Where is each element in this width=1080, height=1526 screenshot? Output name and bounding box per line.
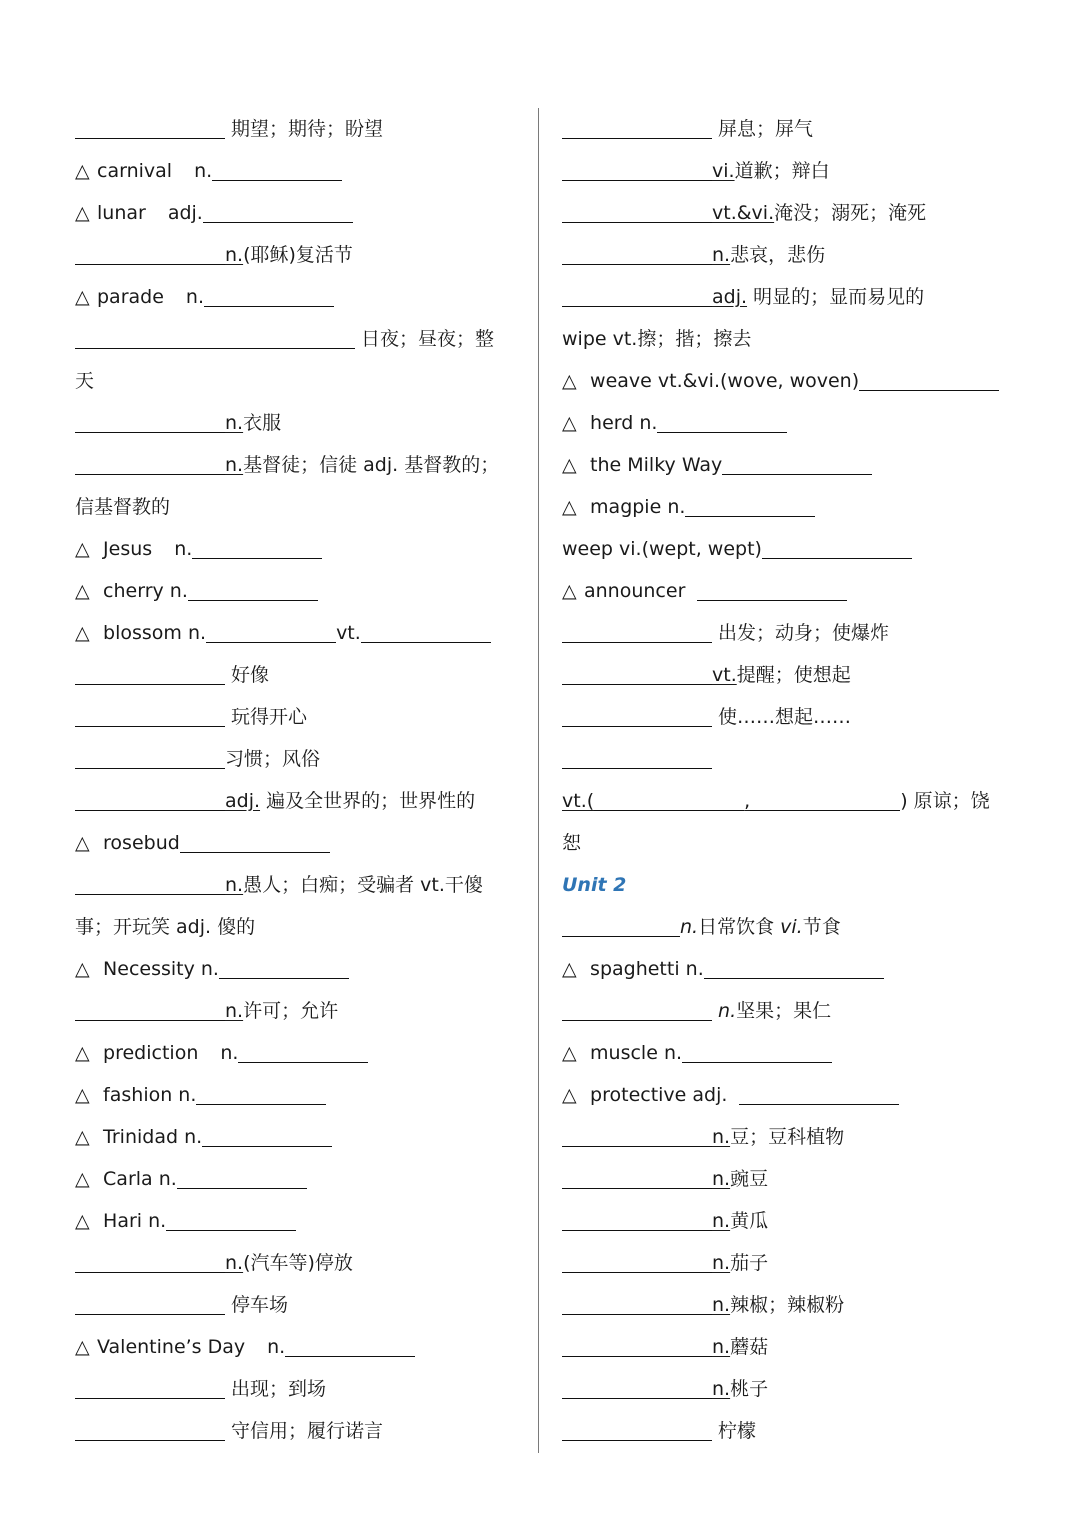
answer-blank[interactable]	[750, 784, 900, 811]
vocab-line	[562, 360, 1012, 402]
definition-text: 坚果；果仁	[736, 1000, 832, 1022]
definition-text: 日夜；昼夜；整	[355, 328, 495, 350]
pos-label: vt.&vi.	[712, 202, 775, 224]
answer-blank[interactable]	[75, 1246, 225, 1273]
definition-text: 好像	[225, 664, 270, 686]
definition-text: 习惯；风俗	[225, 748, 321, 770]
answer-blank[interactable]	[704, 952, 884, 979]
answer-blank[interactable]	[594, 784, 744, 811]
line-text: weep vi.(wept, wept)	[562, 538, 762, 560]
vocab-line	[562, 192, 1012, 234]
triangle-mark: △	[75, 958, 90, 980]
answer-blank[interactable]	[562, 154, 712, 181]
definition-text: 期望；期待；盼望	[225, 118, 384, 140]
vocab-line	[75, 1368, 525, 1410]
triangle-mark: △	[75, 832, 90, 854]
vocab-line	[75, 864, 525, 906]
pos-label: adj.	[167, 202, 203, 224]
vocab-line	[75, 402, 525, 444]
definition-text: ) 原谅；饶	[900, 790, 990, 812]
pos-label: n.	[174, 538, 193, 560]
pos-label: n.	[225, 412, 244, 434]
triangle-mark: △	[75, 1126, 90, 1148]
pos-label: n.	[712, 1252, 731, 1274]
vocab-line	[562, 1410, 1012, 1452]
definition-text: 屏息；屏气	[712, 118, 814, 140]
vocab-line	[562, 486, 1012, 528]
triangle-mark: △	[75, 1336, 90, 1358]
triangle-mark: △	[562, 1084, 577, 1106]
answer-blank[interactable]	[196, 1078, 326, 1105]
vocab-line	[75, 990, 525, 1032]
vocab-line	[75, 948, 525, 990]
answer-blank[interactable]	[219, 952, 349, 979]
triangle-mark: △	[75, 1042, 90, 1064]
pos-label: n.	[712, 1336, 731, 1358]
vocab-line	[562, 402, 1012, 444]
answer-blank[interactable]	[562, 1162, 712, 1189]
definition-text: (耶稣)复活节	[243, 244, 353, 266]
answer-blank[interactable]	[762, 532, 912, 559]
answer-blank[interactable]	[657, 406, 787, 433]
answer-blank[interactable]	[562, 196, 712, 223]
answer-blank[interactable]	[361, 616, 491, 643]
pos-label: n.	[185, 286, 205, 308]
vocab-line	[562, 318, 1012, 360]
definition-text: 茄子	[730, 1252, 769, 1274]
answer-blank[interactable]	[562, 1330, 712, 1357]
definition-text: 道歉；辩白	[734, 160, 830, 182]
pos-label: vi.	[780, 916, 803, 938]
pos-label: n.	[712, 1126, 731, 1148]
left-column	[75, 108, 525, 1452]
definition-text: 柠檬	[712, 1420, 757, 1442]
answer-blank[interactable]	[75, 658, 225, 685]
definition-text: 出现；到场	[225, 1378, 327, 1400]
vocab-line	[562, 150, 1012, 192]
answer-blank[interactable]	[203, 196, 353, 223]
vocab-line	[562, 528, 1012, 570]
answer-blank[interactable]	[562, 112, 712, 139]
answer-blank[interactable]	[238, 1036, 368, 1063]
answer-blank[interactable]	[562, 658, 712, 685]
pos-label: n.	[712, 244, 731, 266]
answer-blank[interactable]	[562, 700, 712, 727]
vocab-line	[75, 696, 525, 738]
answer-blank[interactable]	[75, 448, 225, 475]
vocab-line	[75, 654, 525, 696]
answer-blank[interactable]	[859, 364, 999, 391]
definition-text: 使……想起……	[712, 706, 852, 728]
triangle-mark: △	[75, 622, 90, 644]
headword: protective adj.	[584, 1084, 728, 1106]
unit-heading: Unit 2	[562, 874, 627, 896]
right-column	[562, 108, 1012, 1452]
vocab-line	[562, 1158, 1012, 1200]
definition-text: 基督徒；信徒 adj. 基督教的；	[243, 454, 500, 476]
line-text: 事；开玩笑 adj. 傻的	[75, 916, 256, 938]
answer-blank[interactable]	[206, 616, 336, 643]
vocab-line	[562, 864, 1012, 906]
answer-blank[interactable]	[562, 1120, 712, 1147]
definition-text: 豌豆	[730, 1168, 769, 1190]
triangle-mark: △	[75, 160, 90, 182]
headword: Hari n.	[97, 1210, 167, 1232]
answer-blank[interactable]	[75, 406, 225, 433]
answer-blank[interactable]	[562, 1246, 712, 1273]
vocab-line	[75, 1242, 525, 1284]
answer-blank[interactable]	[75, 742, 225, 769]
answer-blank[interactable]	[562, 280, 712, 307]
headword: Jesus	[97, 538, 153, 560]
vocab-line	[75, 234, 525, 276]
answer-blank[interactable]	[75, 784, 225, 811]
definition-text: 节食	[802, 916, 841, 938]
vocab-line	[75, 612, 525, 654]
headword: muscle n.	[584, 1042, 683, 1064]
answer-blank[interactable]	[739, 1078, 899, 1105]
answer-blank[interactable]	[75, 868, 225, 895]
headword: blossom n.	[97, 622, 207, 644]
vocab-line	[75, 1326, 525, 1368]
headword: weave vt.&vi.(wove, woven)	[584, 370, 860, 392]
headword: prediction	[97, 1042, 199, 1064]
answer-blank[interactable]	[75, 112, 225, 139]
headword: Trinidad n.	[97, 1126, 203, 1148]
pos-label: adj.	[712, 286, 748, 308]
vocab-line	[75, 1032, 525, 1074]
answer-blank[interactable]	[562, 238, 712, 265]
answer-blank[interactable]	[204, 280, 334, 307]
answer-blank[interactable]	[202, 1120, 332, 1147]
vocab-line	[562, 234, 1012, 276]
vocab-line	[562, 696, 1012, 738]
vocab-line	[562, 1284, 1012, 1326]
definition-text: (汽车等)停放	[243, 1252, 353, 1274]
pos-label: adj.	[225, 790, 261, 812]
vocab-line	[75, 318, 525, 360]
headword: fashion n.	[97, 1084, 197, 1106]
definition-text: 提醒；使想起	[736, 664, 851, 686]
headword: rosebud	[97, 832, 180, 854]
answer-blank[interactable]	[562, 1414, 712, 1441]
pos-label: vt.	[336, 622, 361, 644]
headword: cherry n.	[97, 580, 188, 602]
vocab-line	[75, 906, 525, 948]
pos-label: n.	[194, 160, 213, 182]
answer-blank[interactable]	[285, 1330, 415, 1357]
vocab-line	[562, 906, 1012, 948]
vocab-line	[75, 276, 525, 318]
pos-label: n.	[225, 874, 244, 896]
pos-label: n.	[225, 1252, 244, 1274]
vocab-line	[75, 192, 525, 234]
headword: lunar	[97, 202, 146, 224]
pos-label: n.	[225, 1000, 244, 1022]
headword: the Milky Way	[584, 454, 723, 476]
vocab-line	[562, 1032, 1012, 1074]
answer-blank[interactable]	[177, 1162, 307, 1189]
headword: carnival	[97, 160, 173, 182]
triangle-mark: △	[75, 286, 90, 308]
pos-label: n.	[225, 244, 244, 266]
answer-blank[interactable]	[697, 574, 847, 601]
headword: parade	[97, 286, 164, 308]
pos-label: n.	[712, 1000, 737, 1022]
triangle-mark: △	[562, 496, 577, 518]
line-text: 天	[75, 370, 95, 392]
headword: spaghetti n.	[584, 958, 704, 980]
vocab-line	[75, 738, 525, 780]
answer-blank[interactable]	[562, 1204, 712, 1231]
triangle-mark: △	[562, 1042, 577, 1064]
definition-text: 辣椒；辣椒粉	[730, 1294, 845, 1316]
answer-blank[interactable]	[166, 1204, 296, 1231]
answer-blank[interactable]	[188, 574, 318, 601]
vocab-line	[75, 780, 525, 822]
triangle-mark: △	[562, 580, 577, 602]
definition-text: 悲哀，悲伤	[730, 244, 826, 266]
definition-text: 豆；豆科植物	[730, 1126, 845, 1148]
answer-blank[interactable]	[75, 700, 225, 727]
triangle-mark: △	[75, 580, 90, 602]
answer-blank[interactable]	[75, 238, 225, 265]
answer-blank[interactable]	[562, 616, 712, 643]
answer-blank[interactable]	[212, 154, 342, 181]
vocab-line	[562, 1242, 1012, 1284]
pos-label: vt.(	[562, 790, 595, 812]
headword: Necessity n.	[97, 958, 219, 980]
triangle-mark: △	[75, 538, 90, 560]
vocab-line	[562, 654, 1012, 696]
vocab-line	[562, 822, 1012, 864]
vocab-line	[562, 444, 1012, 486]
vocab-line	[562, 612, 1012, 654]
vocab-line	[562, 1074, 1012, 1116]
vocab-line	[562, 108, 1012, 150]
definition-text: 明显的；显而易见的	[747, 286, 925, 308]
vocab-line	[562, 1326, 1012, 1368]
vocab-line	[562, 570, 1012, 612]
answer-blank[interactable]	[75, 322, 355, 349]
vocab-line	[562, 276, 1012, 318]
column-divider	[538, 108, 539, 1453]
answer-blank[interactable]	[722, 448, 872, 475]
vocab-line	[562, 738, 1012, 780]
vocab-line	[562, 1116, 1012, 1158]
triangle-mark: △	[75, 1084, 90, 1106]
pos-label: n.	[712, 1294, 731, 1316]
triangle-mark: △	[562, 958, 577, 980]
pos-label: vt.	[712, 664, 737, 686]
definition-text: 黄瓜	[730, 1210, 769, 1232]
answer-blank[interactable]	[75, 1414, 225, 1441]
pos-label: n.	[712, 1378, 731, 1400]
definition-text: 衣服	[243, 412, 282, 434]
vocab-line	[75, 570, 525, 612]
line-text: 恕	[562, 832, 582, 854]
headword: Valentine’s Day	[97, 1336, 246, 1358]
vocab-line	[75, 486, 525, 528]
headword: Carla n.	[97, 1168, 177, 1190]
pos-label: vi.	[712, 160, 735, 182]
definition-text: 蘑菇	[730, 1336, 769, 1358]
vocab-line	[562, 1368, 1012, 1410]
vocab-line	[75, 1074, 525, 1116]
vocab-line	[75, 1158, 525, 1200]
pos-label: n.	[712, 1168, 731, 1190]
answer-blank[interactable]	[562, 994, 712, 1021]
definition-text: 停车场	[225, 1294, 289, 1316]
answer-blank[interactable]	[192, 532, 322, 559]
answer-blank[interactable]	[562, 910, 680, 937]
line-text: 信基督教的	[75, 496, 171, 518]
answer-blank[interactable]	[75, 1372, 225, 1399]
vocab-line	[562, 948, 1012, 990]
headword: herd n.	[584, 412, 658, 434]
punct: ,	[744, 790, 751, 812]
answer-blank[interactable]	[180, 826, 330, 853]
definition-text: 淹没；溺死；淹死	[774, 202, 927, 224]
vocab-line	[75, 1284, 525, 1326]
vocab-line	[562, 1200, 1012, 1242]
answer-blank[interactable]	[75, 1288, 225, 1315]
triangle-mark: △	[75, 1168, 90, 1190]
answer-blank[interactable]	[682, 1036, 832, 1063]
answer-blank[interactable]	[685, 490, 815, 517]
pos-label: n.	[267, 1336, 286, 1358]
triangle-mark: △	[562, 454, 577, 476]
vocab-line	[75, 822, 525, 864]
headword: announcer	[584, 580, 686, 602]
triangle-mark: △	[75, 1210, 90, 1232]
vocab-line	[75, 108, 525, 150]
vocab-line	[75, 1116, 525, 1158]
pos-label: n.	[220, 1042, 239, 1064]
vocab-line	[562, 990, 1012, 1032]
answer-blank[interactable]	[562, 1372, 712, 1399]
line-text: wipe vt.擦；揩；擦去	[562, 328, 752, 350]
definition-text: 愚人；白痴；受骗者 vt.干傻	[243, 874, 483, 896]
headword: magpie n.	[584, 496, 686, 518]
vocab-line	[562, 780, 1012, 822]
vocab-line	[75, 444, 525, 486]
definition-text: 桃子	[730, 1378, 769, 1400]
definition-text: 日常饮食	[698, 916, 781, 938]
vocab-line	[75, 360, 525, 402]
vocab-line	[75, 150, 525, 192]
pos-label: n.	[680, 916, 699, 938]
triangle-mark: △	[562, 412, 577, 434]
pos-label: n.	[712, 1210, 731, 1232]
pos-label: n.	[225, 454, 244, 476]
answer-blank[interactable]	[75, 994, 225, 1021]
definition-text: 守信用；履行诺言	[225, 1420, 384, 1442]
vocab-line	[75, 528, 525, 570]
definition-text: 玩得开心	[225, 706, 308, 728]
definition-text: 出发；动身；使爆炸	[712, 622, 890, 644]
definition-text: 遍及全世界的；世界性的	[260, 790, 476, 812]
triangle-mark: △	[75, 202, 90, 224]
triangle-mark: △	[562, 370, 577, 392]
answer-blank[interactable]	[562, 1288, 712, 1315]
vocab-line	[75, 1200, 525, 1242]
vocab-line	[75, 1410, 525, 1452]
definition-text: 许可；允许	[243, 1000, 339, 1022]
answer-blank[interactable]	[562, 742, 712, 769]
